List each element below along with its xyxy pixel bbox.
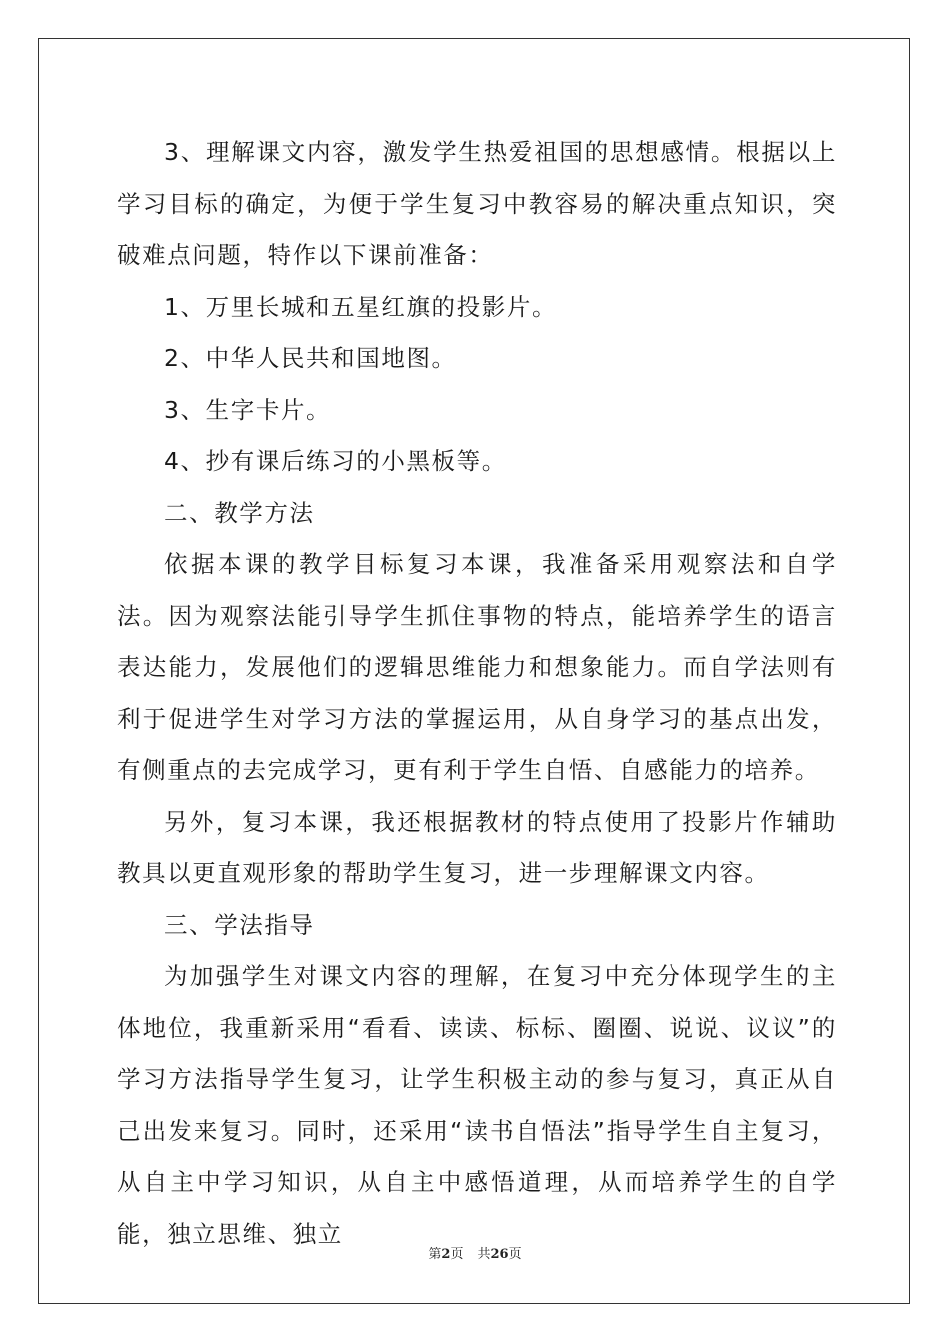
footer-total-prefix: 共 bbox=[477, 1247, 491, 1262]
paragraph-study-guidance: 为加强学生对课文内容的理解，在复习中充分体现学生的主体地位，我重新采用“看看、读读、标标、圈圈、说说、议议”的学习方法指导学生复习，让学生积极主动的参与复习，真正从自己出发来复习。同时，还采用“读书自悟法”指导学生自主复习，从自主中学习知识，从自主中感悟道理，从而培养学生的自学能，独立思维、独立 bbox=[117, 962, 837, 1248]
paragraph-prep-2: 2、中华人民共和国地图。 bbox=[164, 344, 457, 372]
paragraph-objective-3: 3、理解课文内容，激发学生热爱祖国的思想感情。根据以上学习目标的确定，为便于学生复习中教容易的解决重点知识，突破难点问题，特作以下课前准备： bbox=[117, 138, 837, 269]
paragraph-teaching-method: 依据本课的教学目标复习本课，我准备采用观察法和自学法。因为观察法能引导学生抓住事物的特点，能培养学生的语言表达能力，发展他们的逻辑思维能力和想象能力。而自学法则有利于促进学生对学习方法的掌握运用，从自身学习的基点出发，有侧重点的去完成学习，更有利于学生自悟、自感能力的培养。 bbox=[117, 550, 837, 784]
section-heading-teaching-method: 二、教学方法 bbox=[164, 498, 315, 527]
paragraph-prep-4: 4、抄有课后练习的小黑板等。 bbox=[164, 447, 507, 475]
footer-page-unit: 页 bbox=[450, 1247, 464, 1262]
footer-prefix: 第 bbox=[428, 1247, 442, 1262]
paragraph-prep-1: 1、万里长城和五星红旗的投影片。 bbox=[164, 292, 558, 321]
paragraph-prep-3: 3、生字卡片。 bbox=[164, 395, 332, 424]
section-heading-study-guidance: 三、学法指导 bbox=[164, 910, 315, 939]
total-page-count: 26 bbox=[490, 1247, 509, 1262]
document-body bbox=[117, 127, 837, 1260]
current-page-number: 2 bbox=[441, 1247, 451, 1262]
page-footer bbox=[0, 1246, 950, 1264]
footer-total-unit: 页 bbox=[508, 1247, 522, 1262]
paragraph-teaching-aids: 另外，复习本课，我还根据教材的特点使用了投影片作辅助教具以更直观形象的帮助学生复习，进一步理解课文内容。 bbox=[117, 807, 837, 887]
